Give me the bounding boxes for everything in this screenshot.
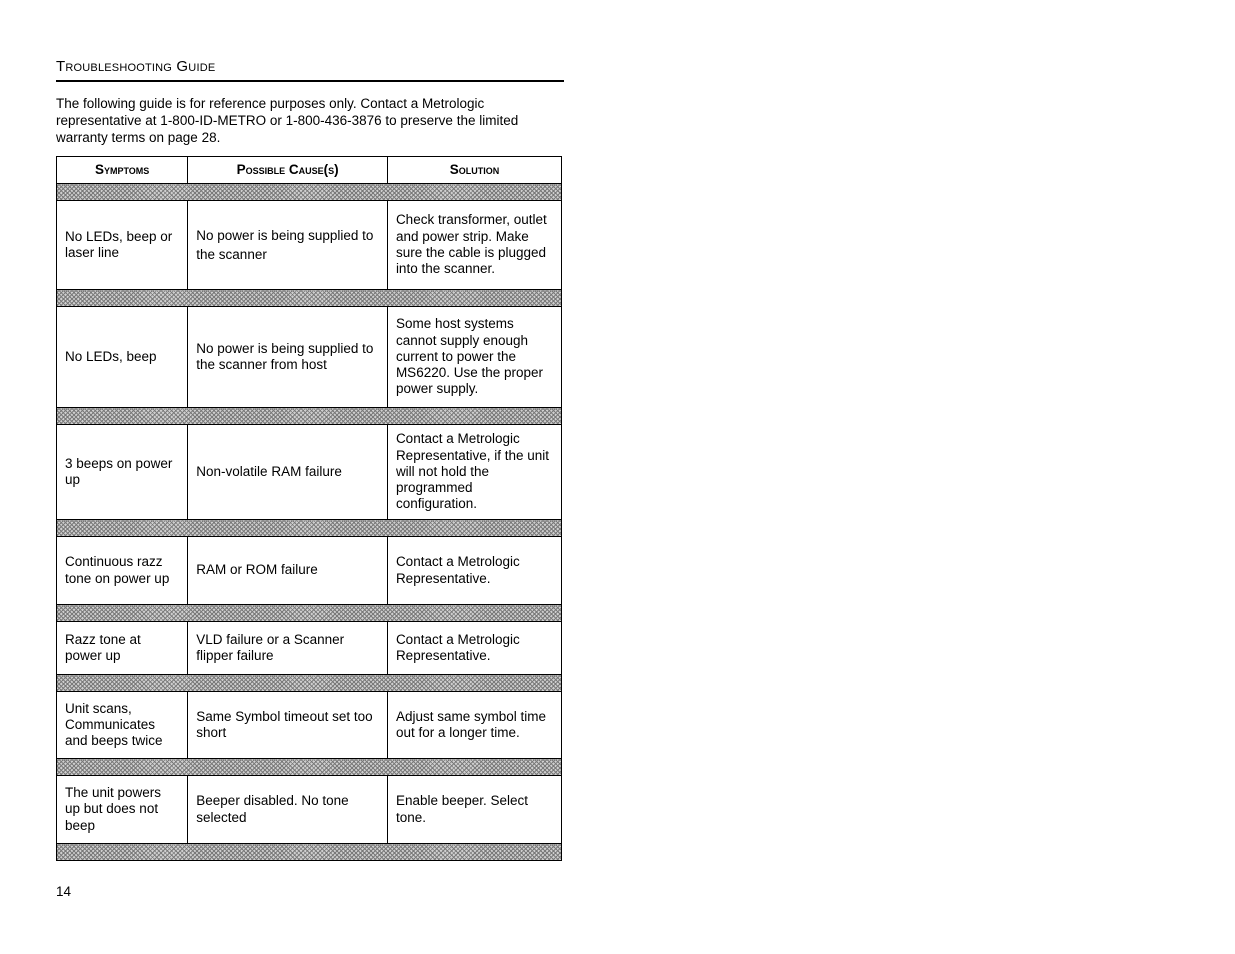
solution-cell: Check transformer, outlet and power strip. Make sure the cable is plugged into the scanner. — [387, 201, 561, 290]
cause-cell: No power is being supplied to the scanner from host — [188, 307, 388, 408]
cause-cell: No power is being supplied to the scanner — [188, 201, 388, 290]
separator-row — [57, 290, 562, 307]
symptom-cell: The unit powers up but does not beep — [57, 776, 188, 844]
symptom-cell: No LEDs, beep or laser line — [57, 201, 188, 290]
column-header-symptoms: Symptoms — [57, 157, 188, 184]
intro-paragraph: The following guide is for reference purposes only. Contact a Metrologic representative at 1-800-ID-METRO or 1-800-436-3876 to preserve the limited warranty terms on page 28. — [56, 96, 519, 145]
separator-row — [57, 184, 562, 201]
solution-cell: Some host systems cannot supply enough current to power the MS6220. Use the proper power supply. — [387, 307, 561, 408]
table-row — [57, 622, 562, 675]
table-row — [57, 776, 562, 844]
symptom-cell: Razz tone at power up — [57, 622, 188, 675]
symptom-cell: Continuous razz tone on power up — [57, 537, 188, 605]
cause-cell: VLD failure or a Scanner flipper failure — [188, 622, 388, 675]
solution-cell: Contact a Metrologic Representative. — [387, 622, 561, 675]
cause-cell: Same Symbol timeout set too short — [188, 692, 388, 759]
page-title: Troubleshooting Guide — [56, 58, 564, 82]
table-row — [57, 692, 562, 759]
table-row — [57, 425, 562, 520]
symptom-cell: No LEDs, beep — [57, 307, 188, 408]
table-row — [57, 201, 562, 290]
table-row — [57, 307, 562, 408]
cause-cell: Beeper disabled. No tone selected — [188, 776, 388, 844]
cause-cell: RAM or ROM failure — [188, 537, 388, 605]
solution-cell: Contact a Metrologic Representative, if the unit will not hold the programmed configuration. — [387, 425, 561, 520]
table-row — [57, 537, 562, 605]
table-header-row — [57, 157, 562, 184]
troubleshooting-table — [56, 156, 562, 861]
solution-cell: Contact a Metrologic Representative. — [387, 537, 561, 605]
symptom-cell: 3 beeps on power up — [57, 425, 188, 520]
separator-row — [57, 844, 562, 861]
solution-cell: Enable beeper. Select tone. — [387, 776, 561, 844]
symptom-cell: Unit scans, Communicates and beeps twice — [57, 692, 188, 759]
solution-cell: Adjust same symbol time out for a longer time. — [387, 692, 561, 759]
separator-row — [57, 605, 562, 622]
column-header-solution: Solution — [387, 157, 561, 184]
cause-cell: Non-volatile RAM failure — [188, 425, 388, 520]
separator-row — [57, 675, 562, 692]
separator-row — [57, 520, 562, 537]
page-number: 14 — [56, 884, 72, 899]
separator-row — [57, 408, 562, 425]
separator-row — [57, 759, 562, 776]
column-header-causes: Possible Cause(s) — [188, 157, 388, 184]
